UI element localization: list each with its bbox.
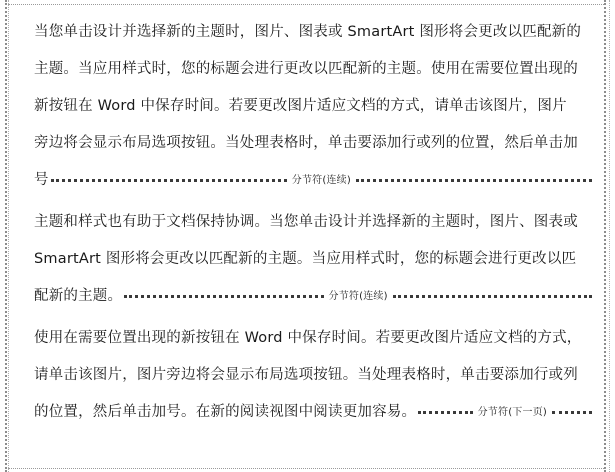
text-line[interactable]: 当您单击设计并选择新的主题时，图片、图表或 SmartArt 图形将会更改以匹配新的: [34, 24, 582, 40]
section-break-leader: [124, 295, 323, 298]
section-break-leader: [393, 295, 592, 298]
document-body[interactable]: [34, 14, 594, 431]
text-line[interactable]: 配新的主题。: [34, 288, 123, 304]
text-line[interactable]: 主题和样式也有助于文档保持协调。当您单击设计并选择新的主题时，图片、图表或: [34, 214, 578, 230]
text-line[interactable]: SmartArt 图形将会更改以匹配新的主题。当应用样式时，您的标题会进行更改以匹: [34, 251, 577, 267]
section-break-line[interactable]: [34, 394, 594, 431]
section-break-label: 分节符(连续): [328, 290, 388, 302]
section-break-leader: [356, 179, 592, 182]
text-line[interactable]: 主题。当应用样式时，您的标题会进行更改以匹配新的主题。使用在需要位置出现的: [34, 61, 578, 77]
section-break-label: 分节符(连续): [291, 174, 351, 186]
section-break-line[interactable]: [34, 162, 594, 199]
section-break-leader: [418, 411, 472, 414]
page-border-left: [5, 0, 7, 472]
page-border-right: [604, 0, 606, 472]
text-line[interactable]: 使用在需要位置出现的新按钮在 Word 中保存时间。若要更改图片适应文档的方式，: [34, 330, 582, 346]
page-border-top: [8, 4, 606, 5]
text-line[interactable]: 旁边将会显示布局选项按钮。当处理表格时，单击要添加行或列的位置，然后单击加: [34, 135, 578, 151]
text-line[interactable]: 请单击该图片，图片旁边将会显示布局选项按钮。当处理表格时，单击要添加行或列: [34, 367, 578, 383]
page-border-left-inner: [8, 0, 9, 472]
page-border-bottom: [8, 468, 606, 469]
section-break-line[interactable]: [34, 278, 594, 315]
text-line[interactable]: 的位置，然后单击加号。在新的阅读视图中阅读更加容易。: [34, 404, 417, 420]
text-line[interactable]: 号: [34, 172, 49, 188]
page-border-right-inner: [609, 0, 610, 472]
section-break-leader: [51, 179, 287, 182]
section-break-leader: [552, 411, 592, 414]
text-line[interactable]: 新按钮在 Word 中保存时间。若要更改图片适应文档的方式，请单击该图片，图片: [34, 98, 567, 114]
section-break-label: 分节符(下一页): [477, 406, 547, 418]
